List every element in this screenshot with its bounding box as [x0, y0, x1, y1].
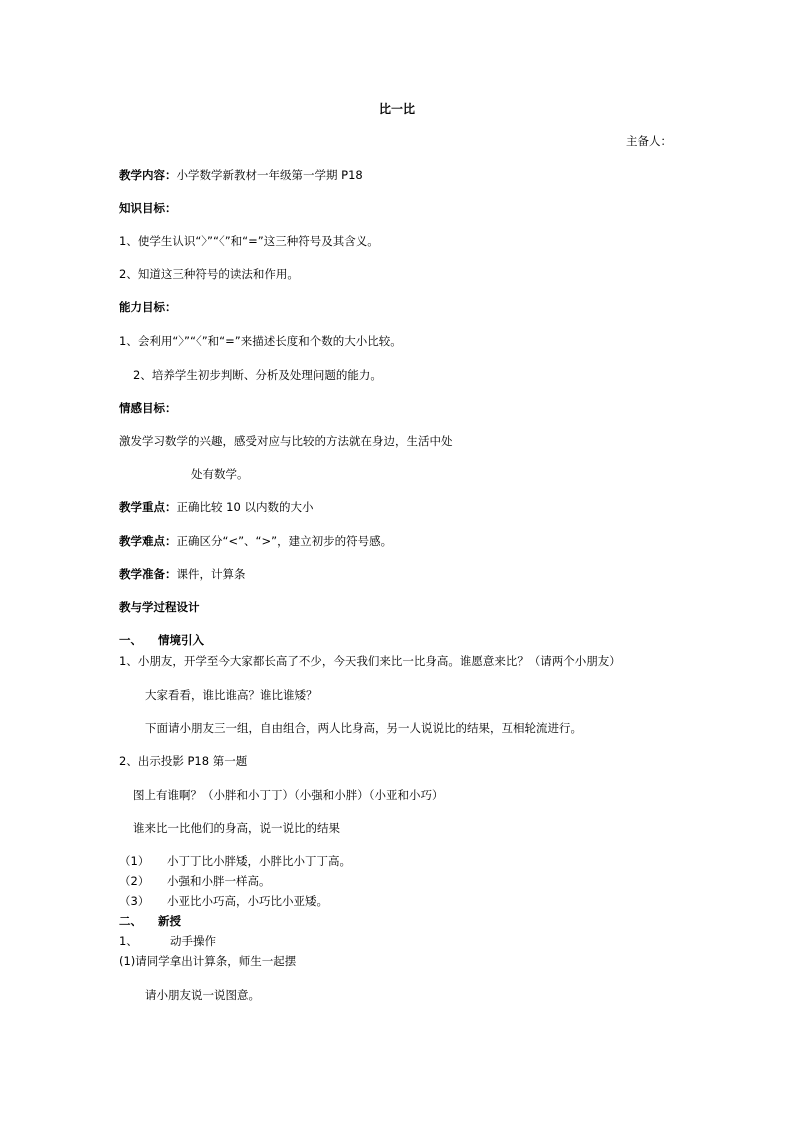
- difficulty-text: 正确区分“<”、“>”，建立初步的符号感。: [176, 534, 393, 548]
- process-heading: 教与学过程设计: [119, 600, 200, 614]
- section-1-title: 情境引入: [158, 633, 204, 647]
- result-number: （1）: [119, 854, 150, 868]
- emotion-line-1: 激发学习数学的兴趣，感受对应与比较的方法就在身边，生活中处: [119, 434, 453, 448]
- knowledge-heading: 知识目标：: [119, 201, 177, 215]
- key-point-text: 正确比较 10 以内数的大小: [176, 500, 314, 514]
- emotion-heading: 情感目标：: [119, 401, 177, 415]
- preparation-text: 课件，计算条: [176, 567, 246, 581]
- result-item-2: [119, 874, 271, 888]
- operation-step-2: 请小朋友说一说图意。: [145, 988, 260, 1002]
- section-2-title: 新授: [158, 914, 181, 928]
- ability-heading: 能力目标：: [119, 300, 177, 314]
- document-title: 比一比: [378, 102, 415, 116]
- process-paragraph-3: 下面请小朋友三一组，自由组合，两人比身高，另一人说说比的结果，互相轮流进行。: [145, 721, 582, 735]
- key-point-label: 教学重点：: [119, 500, 177, 514]
- result-item-1: [119, 854, 351, 868]
- section-2-number: 二、: [119, 914, 142, 928]
- section-1-heading: [119, 633, 204, 647]
- operation-heading: [119, 934, 216, 948]
- result-number: （3）: [119, 894, 150, 908]
- process-paragraph-4: 2、出示投影 P18 第一题: [119, 754, 248, 768]
- process-paragraph-6: 谁来比一比他们的身高，说一说比的结果: [133, 821, 340, 835]
- knowledge-item-2: 2、知道这三种符号的读法和作用。: [119, 267, 299, 281]
- result-text: 小强和小胖一样高。: [167, 874, 271, 888]
- preparation: [119, 567, 246, 581]
- difficulty-label: 教学难点：: [119, 534, 177, 548]
- ability-item-2: 2、培养学生初步判断、分析及处理问题的能力。: [133, 368, 382, 382]
- operation-number: 1、: [119, 934, 138, 948]
- emotion-line-2: 处有数学。: [191, 467, 249, 481]
- operation-text: 动手操作: [170, 934, 216, 948]
- teaching-content: [119, 168, 363, 182]
- process-paragraph-1: 1、小朋友，开学至今大家都长高了不少，今天我们来比一比身高。谁愿意来比？（请两个小朋友）: [119, 654, 621, 668]
- difficulty: [119, 534, 392, 548]
- preparer-label: 主备人：: [626, 134, 672, 148]
- knowledge-item-1: 1、使学生认识“〉”“〈”和“=”这三种符号及其含义。: [119, 234, 379, 248]
- teaching-content-label: 教学内容：: [119, 168, 177, 182]
- key-point: [119, 500, 313, 514]
- process-paragraph-5: 图上有谁啊？（小胖和小丁丁）（小强和小胖）（小亚和小巧）: [133, 788, 444, 802]
- preparation-label: 教学准备：: [119, 567, 177, 581]
- section-2-heading: [119, 914, 181, 928]
- operation-step-1: (1)请同学拿出计算条，师生一起摆: [119, 954, 297, 968]
- ability-item-1: 1、会利用“〉”“〈”和“=”来描述长度和个数的大小比较。: [119, 334, 402, 348]
- process-paragraph-2: 大家看看，谁比谁高？谁比谁矮？: [145, 688, 318, 702]
- section-1-number: 一、: [119, 633, 142, 647]
- result-text: 小丁丁比小胖矮，小胖比小丁丁高。: [167, 854, 351, 868]
- teaching-content-text: 小学数学新教材一年级第一学期 P18: [176, 168, 363, 182]
- result-number: （2）: [119, 874, 150, 888]
- result-text: 小亚比小巧高，小巧比小亚矮。: [167, 894, 328, 908]
- result-item-3: [119, 894, 328, 908]
